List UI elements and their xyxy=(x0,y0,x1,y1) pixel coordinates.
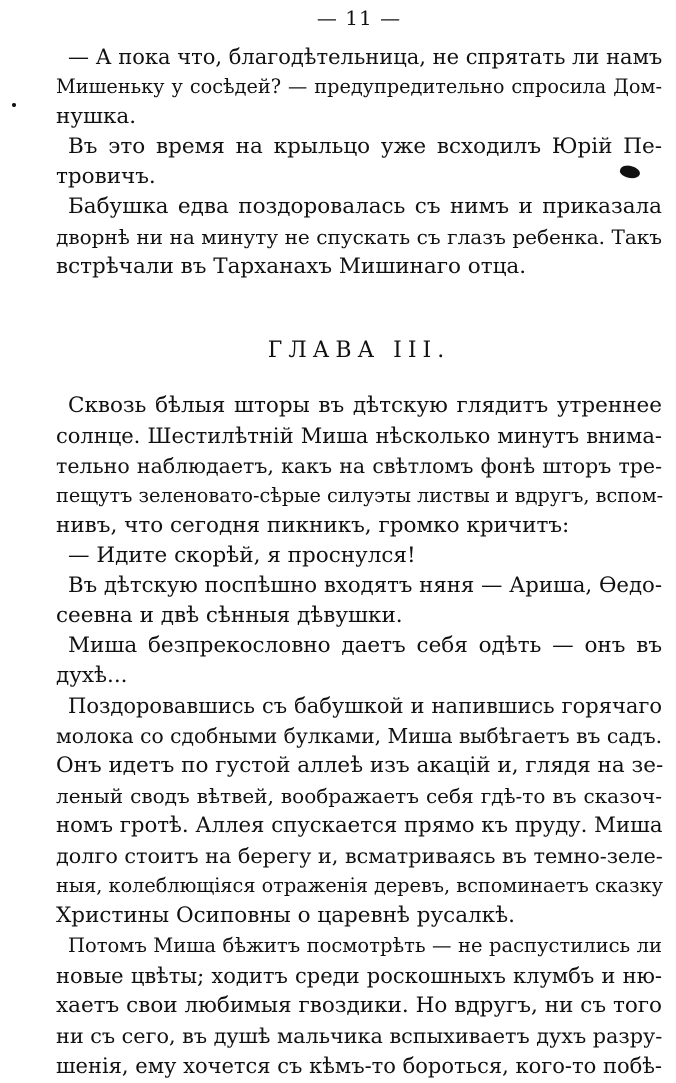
text-line: Поздоровавшись съ бабушкой и напившись горячаго xyxy=(68,694,662,718)
text-line: Миша безпрекословно даетъ себя одѣть — онъ въ xyxy=(68,633,662,658)
text-line: Бабушка едва поздоровалась съ нимъ и приказала xyxy=(68,194,662,219)
text-line: Мишеньку у сосѣдей? — предупредительно спросила Дом- xyxy=(56,75,662,98)
text-line: леный сводъ вѣтвей, воображаетъ себя гдѣ-то въ сказоч- xyxy=(56,784,662,808)
text-line: духѣ... xyxy=(56,663,128,688)
text-line: Христины Осиповны о царевнѣ русалкѣ. xyxy=(56,903,515,928)
text-line: номъ гротѣ. Аллея спускается прямо къ пруду. Миша xyxy=(56,813,663,838)
text-line: — Идите скорѣй, я проснулся! xyxy=(68,543,416,568)
ink-speck xyxy=(12,103,16,107)
text-line: хаетъ свои любимыя гвоздики. Но вдругъ, ни съ того xyxy=(56,993,662,1018)
text-line: ни съ сего, въ душѣ мальчика вспыхиваетъ духъ разру- xyxy=(56,1024,663,1048)
text-line: дворнѣ ни на минуту не спускать съ глазъ ребенка. Такъ xyxy=(56,225,662,249)
text-line: новые цвѣты; ходитъ среди роскошныхъ клумбъ и ню- xyxy=(56,964,662,988)
book-page xyxy=(56,0,664,1078)
text-line: Въ дѣтскую поспѣшно входятъ няня — Ариша, Ѳедо- xyxy=(68,573,662,598)
page-number: — 11 — xyxy=(316,6,402,30)
text-line: встрѣчали въ Тарханахъ Мишинаго отца. xyxy=(56,254,527,279)
text-line: — А пока что, благодѣтельница, не спрятать ли намъ xyxy=(68,45,663,69)
text-line: Въ это время на крыльцо уже всходилъ Юрій Пе- xyxy=(68,134,662,159)
text-line: ныя, колеблющіяся отраженія деревъ, вспоминаетъ сказку xyxy=(56,874,663,897)
text-line: тельно наблюдаетъ, какъ на свѣтломъ фонѣ шторъ тре- xyxy=(56,454,662,478)
text-line: молока со сдобными булками, Миша выбѣгаетъ въ садъ. xyxy=(56,724,663,748)
chapter-title: ГЛАВА III. xyxy=(267,338,451,363)
text-line: шенія, ему хочется съ кѣмъ-то бороться, кого-то побѣ- xyxy=(56,1054,662,1078)
text-line: тровичъ. xyxy=(56,164,156,189)
text-line: Онъ идетъ по густой аллеѣ изъ акацій и, глядя на зе- xyxy=(56,753,664,778)
text-line: пещутъ зеленовато-сѣрые силуэты листвы и вдругъ, вспом- xyxy=(56,484,664,507)
text-line: нивъ, что сегодня пикникъ, громко кричитъ: xyxy=(56,513,570,538)
text-line: Сквозь бѣлыя шторы въ дѣтскую глядитъ утреннее xyxy=(68,393,662,418)
text-line: сеевна и двѣ сѣнныя дѣвушки. xyxy=(56,603,403,628)
text-line: нушка. xyxy=(56,104,137,129)
text-line: Потомъ Миша бѣжитъ посмотрѣть — не распустились ли xyxy=(68,934,662,957)
text-line: долго стоитъ на берегу и, всматриваясь въ темно-зеле- xyxy=(56,844,663,868)
text-line: солнце. Шестилѣтній Миша нѣсколько минутъ внима- xyxy=(56,424,662,448)
